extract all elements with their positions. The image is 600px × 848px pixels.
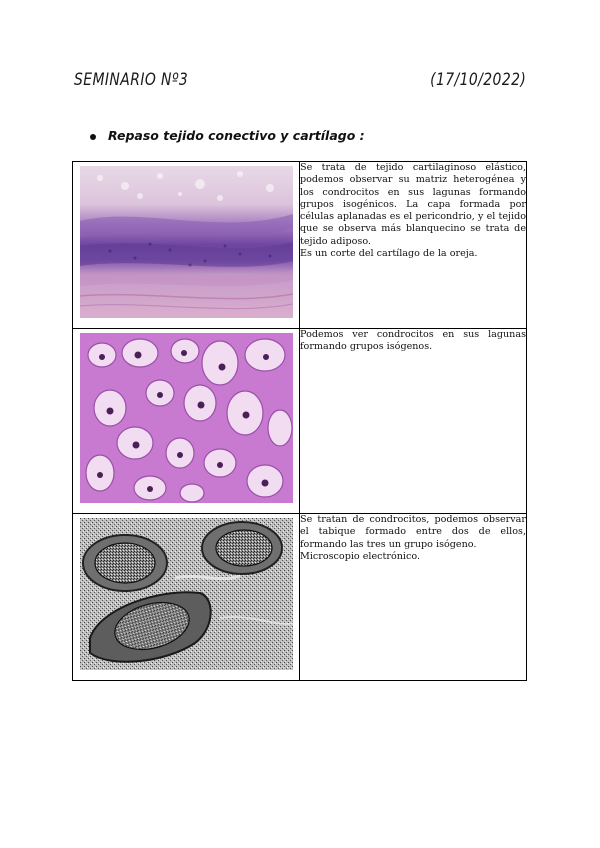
- description-text: Podemos ver condrocitos en sus lagunas formando grupos isógenos.: [300, 329, 526, 353]
- text-cell: [300, 514, 527, 681]
- image-cell: [73, 329, 300, 514]
- electron-micrograph-chondrocytes: [80, 518, 293, 674]
- bullet-icon: [90, 134, 96, 140]
- content-table: [72, 161, 527, 681]
- description-text: Se tratan de condrocitos, podemos observar el tabique formado entre dos de ellos, formando las tres un grupo isógeno.: [300, 514, 526, 550]
- text-cell: [300, 329, 527, 514]
- image-cell: [73, 162, 300, 329]
- description-note: Microscopio electrónico.: [300, 550, 421, 562]
- page-title: SEMINARIO Nº3: [74, 70, 189, 90]
- electron-micrograph-image: [80, 518, 293, 670]
- micrograph-chondrocytes-image: [80, 333, 293, 503]
- image-cell: [73, 514, 300, 681]
- page-date: (17/10/2022): [429, 70, 526, 90]
- section-heading: Repaso tejido conectivo y cartílago :: [108, 128, 365, 143]
- table-row: [73, 514, 527, 681]
- description-text: Se trata de tejido cartilaginoso elástico, podemos observar su matriz heterogénea y los condrocitos en sus lagunas formando grupos isogénicos. La capa formada por células aplanadas es el pericondrio, y el tejido que se observa más blanquecino se trata de tejido adiposo.: [300, 162, 526, 247]
- description-note: Es un corte del cartílago de la oreja.: [300, 248, 478, 260]
- micrograph-elastic-cartilage: [80, 166, 293, 322]
- micrograph-chondrocytes-lacunae: [80, 333, 293, 507]
- table-row: [73, 329, 527, 514]
- section-heading-line: [90, 128, 365, 143]
- text-cell: [300, 162, 527, 329]
- table-row: [73, 162, 527, 329]
- micrograph-elastic-cartilage-image: [80, 166, 293, 318]
